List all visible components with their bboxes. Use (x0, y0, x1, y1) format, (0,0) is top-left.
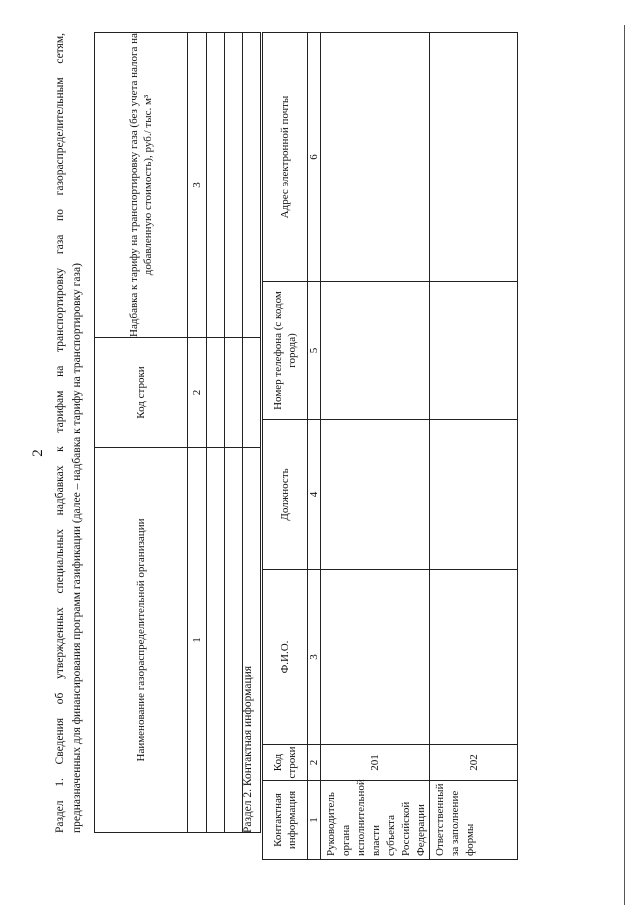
col-number: 2 (308, 745, 321, 781)
header-row-code: Код строки (95, 338, 188, 448)
table-cell[interactable] (430, 570, 518, 745)
contact-label: Ответственный за заполнение формы (430, 781, 518, 860)
col-number: 1 (308, 781, 321, 860)
table-cell[interactable] (207, 33, 225, 338)
table-cell[interactable] (321, 570, 430, 745)
section2-column-numbers (308, 33, 321, 860)
col-number: 2 (188, 338, 207, 448)
table-row (430, 33, 518, 860)
header-full-name: Ф.И.О. (263, 570, 308, 745)
table-row (321, 33, 430, 860)
table-cell[interactable] (243, 33, 261, 338)
header-position: Должность (263, 420, 308, 570)
section2-header-row (263, 33, 308, 860)
table-cell[interactable] (225, 33, 243, 338)
table-cell[interactable] (321, 33, 430, 282)
col-number: 6 (308, 33, 321, 282)
header-contact-info: Контактная информация (263, 781, 308, 860)
table-cell[interactable] (243, 338, 261, 448)
table-row (225, 33, 243, 833)
row-code: 202 (430, 745, 518, 781)
section1-title-line1: Раздел 1. Сведения об утвержденных специальных надбавках к тарифам на транспортировку газа по газораспределительным сетям, (54, 33, 66, 833)
table-cell[interactable] (321, 420, 430, 570)
section1-title (52, 33, 86, 833)
section1-column-numbers (188, 33, 207, 833)
header-row-code: Код строки (263, 745, 308, 781)
table-cell[interactable] (430, 420, 518, 570)
row-code: 201 (321, 745, 430, 781)
section1-table (94, 32, 261, 833)
table-cell[interactable] (430, 33, 518, 282)
col-number: 3 (308, 570, 321, 745)
table-cell[interactable] (321, 282, 430, 420)
table-cell[interactable] (225, 448, 243, 833)
table-cell[interactable] (225, 338, 243, 448)
col-number: 3 (188, 33, 207, 338)
table-cell[interactable] (207, 448, 225, 833)
table-cell[interactable] (430, 282, 518, 420)
header-email: Адрес электронной почты (263, 33, 308, 282)
table-cell[interactable] (207, 338, 225, 448)
section2-title: Раздел 2. Контактная информация (242, 665, 254, 833)
col-number: 4 (308, 420, 321, 570)
header-org-name: Наименование газораспределительной организации (95, 448, 188, 833)
scan-edge-line (624, 25, 625, 905)
col-number: 5 (308, 282, 321, 420)
page-number: 2 (30, 449, 46, 457)
section1-title-line2: предназначенных для финансирования программ газификации (далее – надбавка к тарифу на транспортировку газа) (71, 263, 83, 833)
col-number: 1 (188, 448, 207, 833)
contact-label: Руководитель органа исполнительной власти субъекта Российской Федерации (321, 781, 430, 860)
header-phone: Номер телефона (с кодом города) (263, 282, 308, 420)
section1-header-row (95, 33, 188, 833)
section2-table (262, 32, 518, 860)
header-surcharge: Надбавка к тарифу на транспортировку газа (без учета налога на добавленную стоимость), руб./ тыс. м³ (95, 33, 188, 338)
table-row (207, 33, 225, 833)
